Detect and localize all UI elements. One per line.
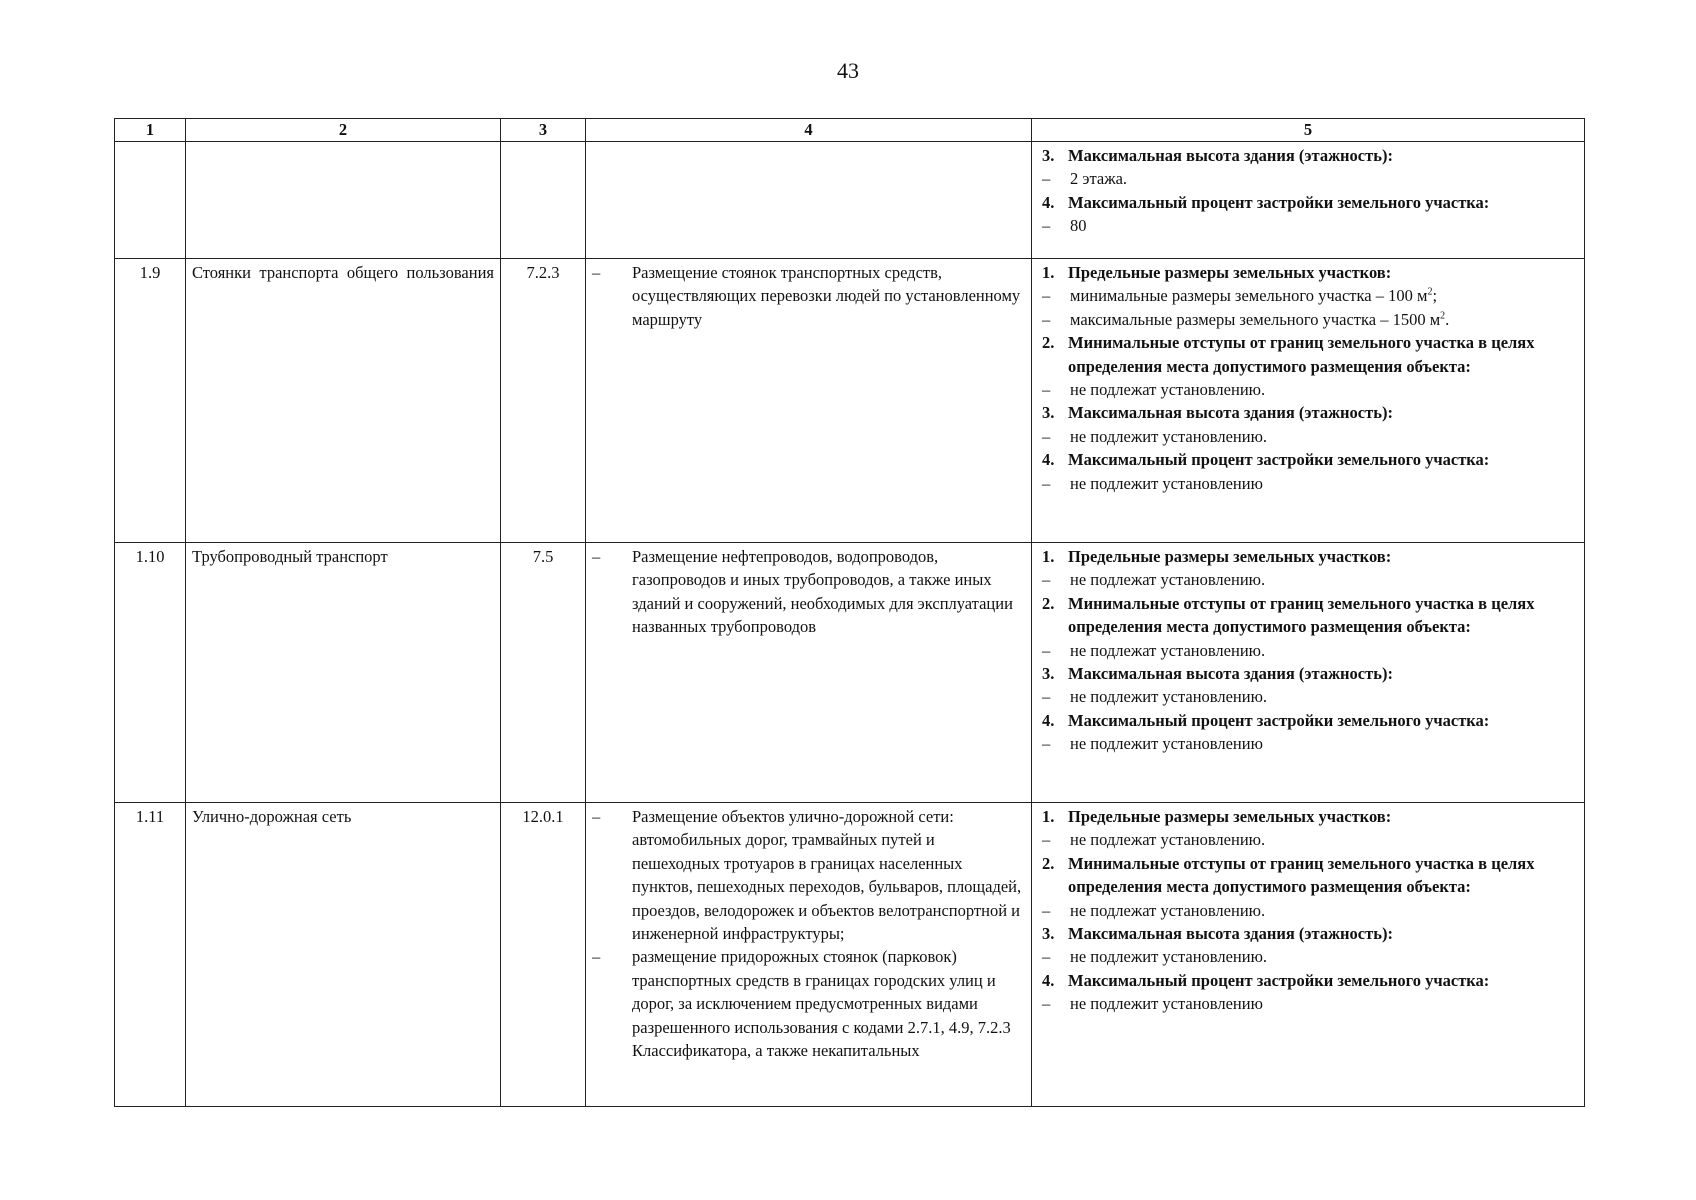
param-title: 4. Максимальный процент застройки земельного участка: (1042, 192, 1490, 212)
row-number: 1.11 (115, 803, 186, 1107)
param-value: – не подлежит установлению (1042, 734, 1263, 754)
use-name: Стоянки транспорта общего пользования (186, 259, 501, 543)
column-header: 4 (586, 119, 1032, 142)
param-title: 2. Минимальные отступы от границ земельного участка в целях определения места допустимого размещения объекта: (1042, 593, 1535, 637)
param-title: 3. Максимальная высота здания (этажность): (1042, 664, 1393, 684)
param-value: – не подлежат установлению. (1042, 570, 1266, 590)
param-title: 4. Максимальный процент застройки земельного участка: (1042, 710, 1490, 730)
use-description (586, 543, 1032, 803)
table-header-row (115, 119, 1585, 142)
row-number: 1.9 (115, 259, 186, 543)
use-name (186, 142, 501, 259)
description-item: – Размещение нефтепроводов, водопроводов, газопроводов и иных трубопроводов, а также иных зданий и сооружений, необходимых для эксплуатации названных трубопроводов (592, 545, 1025, 639)
table-row (115, 142, 1585, 259)
param-value: – не подлежит установлению. (1042, 947, 1268, 967)
parameters-cell (1032, 803, 1585, 1107)
param-value: – не подлежит установлению (1042, 994, 1263, 1014)
use-description (586, 142, 1032, 259)
param-value: – 2 этажа. (1042, 169, 1128, 189)
column-header: 3 (501, 119, 586, 142)
table-row (115, 543, 1585, 803)
column-header: 2 (186, 119, 501, 142)
use-code: 7.5 (501, 543, 586, 803)
param-value: – не подлежит установлению. (1042, 687, 1268, 707)
param-value: – не подлежит установлению (1042, 473, 1263, 493)
param-title: 1. Предельные размеры земельных участков: (1042, 547, 1392, 566)
param-value: – не подлежит установлению. (1042, 426, 1268, 446)
param-value: – максимальные размеры земельного участка – 1500 $м^2$. (1042, 309, 1450, 329)
param-value: – минимальные размеры земельного участка – 100 $м^2$; (1042, 286, 1438, 306)
table-row (115, 259, 1585, 543)
use-code: 7.2.3 (501, 259, 586, 543)
use-name: Улично-дорожная сеть (186, 803, 501, 1107)
param-title: 3. Максимальная высота здания (этажность): (1042, 146, 1393, 165)
param-title: 2. Минимальные отступы от границ земельного участка в целях определения места допустимого размещения объекта: (1042, 853, 1535, 897)
parameters-cell (1032, 142, 1585, 259)
table-row (115, 803, 1585, 1107)
param-title: 3. Максимальная высота здания (этажность): (1042, 924, 1393, 944)
use-name: Трубопроводный транспорт (186, 543, 501, 803)
param-value: – не подлежат установлению. (1042, 380, 1266, 400)
regulations-table (114, 118, 1585, 1107)
use-code (501, 142, 586, 259)
param-title: 3. Максимальная высота здания (этажность): (1042, 403, 1393, 423)
parameters-cell (1032, 543, 1585, 803)
param-value: – 80 (1042, 216, 1087, 236)
description-item: – размещение придорожных стоянок (парковок) транспортных средств в границах городских улиц и дорог, за исключением предусмотренных видами разрешенного использования с кодами 2.7.1, 4.9, 7.2.3 Классификатора, а также некапитальных (592, 945, 1025, 1062)
param-title: 4. Максимальный процент застройки земельного участка: (1042, 450, 1490, 470)
parameters-cell (1032, 259, 1585, 543)
row-number (115, 142, 186, 259)
row-number: 1.10 (115, 543, 186, 803)
description-item: – Размещение объектов улично-дорожной сети: автомобильных дорог, трамвайных путей и пешеходных тротуаров в границах населенных пунктов, пешеходных переходов, бульваров, площадей, проездов, велодорожек и объектов велотранспортной и инженерной инфраструктуры; (592, 805, 1025, 945)
column-header: 5 (1032, 119, 1585, 142)
param-value: – не подлежат установлению. (1042, 830, 1266, 850)
description-item: – Размещение стоянок транспортных средств, осуществляющих перевозки людей по установленному маршруту (592, 261, 1025, 331)
param-title: 1. Предельные размеры земельных участков: (1042, 807, 1392, 826)
param-value: – не подлежат установлению. (1042, 640, 1266, 660)
use-description (586, 803, 1032, 1107)
page-number: 43 (837, 58, 859, 83)
param-title: 2. Минимальные отступы от границ земельного участка в целях определения места допустимого размещения объекта: (1042, 333, 1535, 376)
param-title: 4. Максимальный процент застройки земельного участка: (1042, 970, 1490, 990)
use-code: 12.0.1 (501, 803, 586, 1107)
use-description (586, 259, 1032, 543)
param-value: – не подлежат установлению. (1042, 900, 1266, 920)
column-header: 1 (115, 119, 186, 142)
param-title: 1. Предельные размеры земельных участков: (1042, 263, 1392, 282)
